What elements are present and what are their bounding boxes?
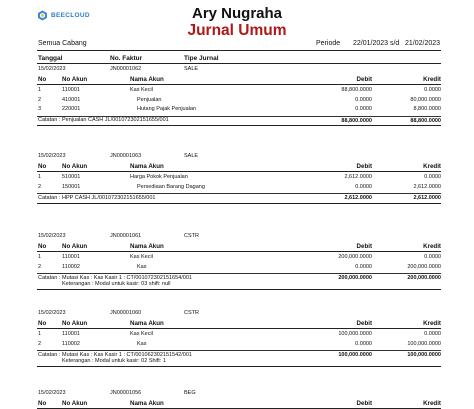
line-header-kredit: Kredit [423, 76, 441, 83]
line-header-debit: Debit [356, 320, 372, 327]
line-account-name: Hutang Pajak Penjualan [137, 106, 197, 113]
line-header-no-akun: No Akun [62, 243, 88, 250]
company-name: Ary Nugraha [191, 5, 283, 22]
total-debit: 200,000.0000 [338, 275, 372, 282]
journal-date: 15/02/2023 [38, 233, 66, 239]
line-debit: 0.0000 [355, 263, 372, 270]
line-no: 2 [38, 263, 42, 270]
line-kredit: 0.0000 [424, 174, 441, 180]
line-account-name: Kas Kecil [130, 87, 153, 93]
line-kredit: 200,000.0000 [407, 263, 441, 270]
line-account: 110002 [62, 340, 80, 347]
catatan-label: Catatan : [38, 274, 61, 281]
line-header-nama-akun: Nama Akun [130, 320, 164, 327]
journal-invoice: JN00001062 [110, 66, 142, 72]
total-debit: 2,612.0000 [344, 195, 372, 202]
catatan-label: Catatan : [38, 194, 61, 201]
line-no: 2 [38, 183, 42, 190]
line-account-name: Kas Kecil [130, 254, 153, 260]
line-account: 110001 [62, 87, 80, 93]
line-header-no-akun: No Akun [62, 320, 88, 327]
line-no: 2 [38, 340, 42, 347]
line-account: 110002 [62, 263, 80, 270]
line-no: 2 [38, 96, 42, 103]
line-debit: 0.0000 [355, 183, 372, 190]
line-no: 1 [38, 87, 42, 93]
line-header-debit: Debit [356, 163, 372, 170]
periode-end: 21/02/2023 [405, 40, 441, 47]
line-header-no: No [38, 243, 47, 250]
journal-end-rule [37, 203, 441, 204]
line-header-debit: Debit [356, 243, 372, 250]
journal-invoice: JN00001060 [110, 310, 142, 316]
line-header-no: No [38, 320, 47, 327]
line-account: 110001 [62, 331, 80, 337]
line-account-name: Kas [137, 263, 147, 270]
line-kredit: 80,000.0000 [410, 96, 441, 103]
line-header-kredit: Kredit [423, 320, 441, 327]
catatan-label: Catatan : [38, 117, 61, 124]
line-header-no-akun: No Akun [62, 76, 88, 83]
report-title: Jurnal Umum [187, 22, 287, 39]
line-account: 110001 [62, 254, 80, 260]
journal-invoice: JN00001056 [110, 390, 142, 396]
catatan-text: Mutasi Kas : Kas Kasir 1 : CT/001062302151542/001 [62, 351, 192, 358]
line-kredit: 100,000.0000 [407, 340, 441, 347]
journal-date: 15/02/2023 [38, 66, 66, 72]
line-account-name: Persediaan Barang Dagang [137, 183, 205, 190]
line-debit: 0.0000 [355, 96, 372, 103]
periode-label: Periode [316, 40, 341, 47]
line-header-no: No [38, 163, 47, 170]
catatan-label: Catatan : [38, 351, 61, 358]
branch-filter: Semua Cabang [38, 40, 87, 47]
line-account: 510001 [62, 174, 81, 180]
line-no: 1 [38, 174, 42, 180]
line-header-rule [37, 84, 441, 85]
line-header-rule [37, 171, 441, 172]
line-header-kredit: Kredit [423, 400, 441, 407]
line-kredit: 0.0000 [424, 331, 441, 337]
line-account-name: Harga Pokok Penjualan [130, 174, 188, 180]
line-no: 1 [38, 331, 42, 337]
line-header-nama-akun: Nama Akun [130, 76, 164, 83]
journal-end-rule [37, 366, 441, 367]
line-debit: 2,612.0000 [344, 174, 372, 180]
catatan-text: Keterangan : Modal untuk kasir: 03 shift: null [62, 281, 171, 288]
line-header-nama-akun: Nama Akun [130, 400, 164, 407]
total-kredit: 2,612.0000 [413, 195, 441, 202]
line-header-kredit: Kredit [423, 163, 441, 170]
journal-invoice: JN00001061 [110, 233, 142, 239]
line-account-name: Kas Kecil [130, 331, 153, 337]
line-no: 3 [38, 106, 42, 113]
journal-date: 15/02/2023 [38, 390, 66, 396]
line-kredit: 2,612.0000 [413, 183, 441, 190]
line-kredit: 0.0000 [424, 87, 441, 93]
line-header-no: No [38, 76, 47, 83]
catatan-text: HPP CASH JL/001072302151655/001 [62, 194, 156, 201]
line-header-no: No [38, 400, 47, 407]
total-debit: 100,000.0000 [338, 352, 372, 359]
catatan-text: Penjualan CASH JL/001072302151655/001 [62, 117, 169, 124]
journal-type: SALE [184, 153, 199, 159]
catatan-text: Keterangan : Modal untuk kasir: 02 Shift: 1 [62, 358, 166, 365]
line-account: 220001 [62, 106, 81, 113]
line-debit: 100,000.0000 [338, 331, 372, 337]
journal-end-rule [37, 289, 441, 290]
line-header-rule [37, 328, 441, 329]
journal-end-rule [37, 125, 441, 126]
line-header-kredit: Kredit [423, 243, 441, 250]
line-no: 1 [38, 254, 42, 260]
column-header-no-faktur: No. Faktur [110, 55, 143, 62]
line-debit: 88,800.0000 [341, 87, 372, 93]
line-account: 410001 [62, 96, 81, 103]
journal-type: BEG [184, 390, 196, 396]
total-kredit: 88,800.0000 [410, 117, 441, 124]
header-top-rule [37, 50, 441, 51]
total-debit: 88,800.0000 [341, 117, 372, 124]
line-debit: 200,000.0000 [338, 254, 372, 260]
line-debit: 0.0000 [355, 340, 372, 347]
total-kredit: 100,000.0000 [407, 352, 441, 359]
line-header-nama-akun: Nama Akun [130, 163, 164, 170]
line-header-no-akun: No Akun [62, 400, 88, 407]
column-header-tipe-jurnal: Tipe Jurnal [184, 55, 219, 62]
line-header-nama-akun: Nama Akun [130, 243, 164, 250]
header-bottom-rule [37, 63, 441, 64]
line-header-no-akun: No Akun [62, 163, 88, 170]
journal-date: 15/02/2023 [38, 153, 66, 159]
line-kredit: 8,800.0000 [413, 106, 441, 113]
total-kredit: 200,000.0000 [407, 275, 441, 282]
periode-start: 22/01/2023 s/d [353, 40, 400, 47]
line-header-debit: Debit [356, 76, 372, 83]
journal-invoice: JN00001063 [110, 153, 142, 159]
line-header-rule [37, 251, 441, 252]
journal-type: CSTR [184, 233, 199, 239]
line-debit: 0.0000 [355, 106, 372, 113]
line-kredit: 0.0000 [424, 254, 441, 260]
line-account-name: Penjualan [137, 96, 162, 103]
journal-type: CSTR [184, 310, 199, 316]
line-header-debit: Debit [356, 400, 372, 407]
journal-date: 15/02/2023 [38, 310, 66, 316]
catatan-text: Mutasi Kas : Kas Kasir 1 : CT/001072302151654/001 [62, 274, 192, 281]
line-account: 150001 [62, 183, 81, 190]
journal-type: SALE [184, 66, 199, 72]
line-account-name: Kas [137, 340, 147, 347]
logo-text: BEECLOUD [51, 12, 90, 19]
column-header-tanggal: Tanggal [38, 55, 63, 62]
